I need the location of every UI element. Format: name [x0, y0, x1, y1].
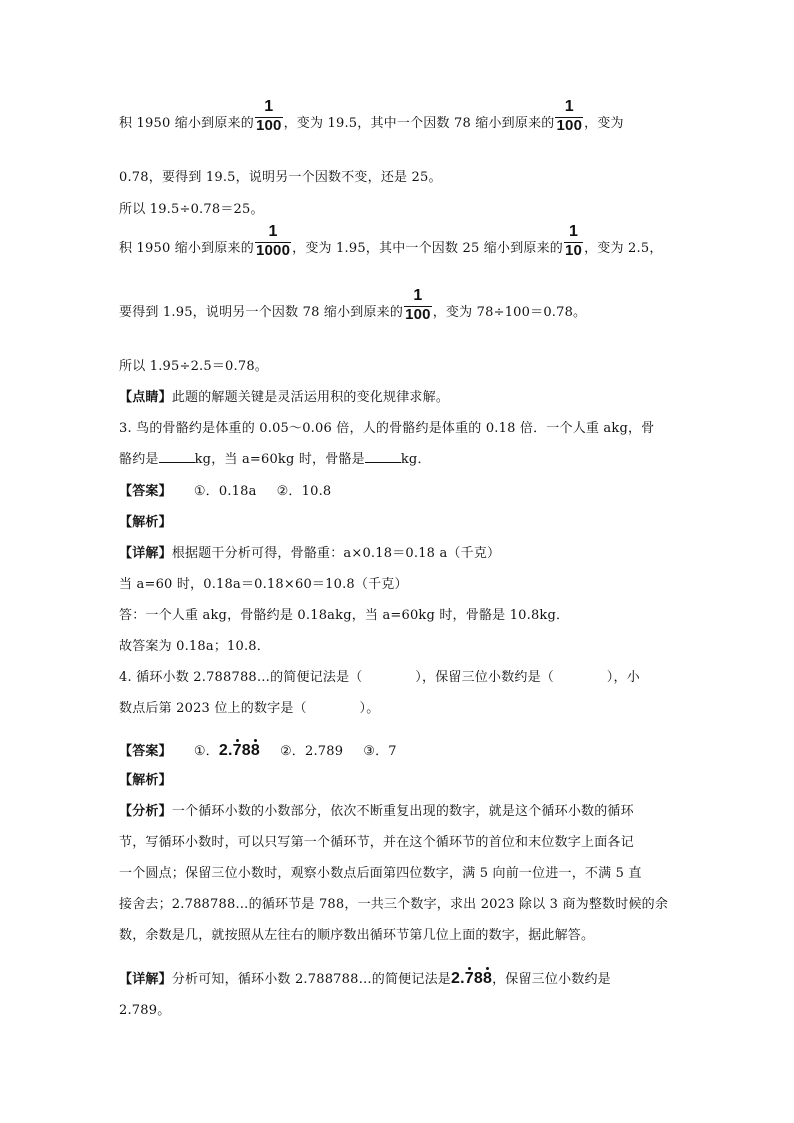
rep-int: 2.: [450, 970, 465, 987]
block1-line3: 所以 19.5÷0.78＝25。: [119, 202, 264, 217]
text: 积 1950 缩小到原来的: [119, 241, 254, 256]
denominator: 10: [565, 242, 583, 259]
text: 一个循环小数的小数部分，依次不断重复出现的数字，就是这个循环小数的循环: [171, 804, 634, 819]
numerator: 1: [569, 223, 579, 240]
text: ，变为 19.5，其中一个因数 78 缩小到原来的: [283, 116, 555, 131]
denominator: 100: [405, 306, 431, 323]
numerator: 1: [413, 287, 423, 304]
denominator: 1000: [255, 242, 291, 259]
q3-detail-1: [119, 542, 500, 561]
q3-detail-3: 答：一个人重 akg，骨骼约是 0.18akg，当 a=60kg 时，骨骼是 10.8kg．: [119, 608, 570, 623]
answer-1-prefix: ①．: [193, 744, 219, 759]
q3-line2: [119, 448, 431, 467]
answer-2: ②．10.8: [276, 484, 332, 499]
numerator: 1: [264, 98, 274, 115]
q3-detail-2: 当 a=60 时，0.18a＝0.18×60＝10.8（千克）: [119, 577, 408, 592]
q4-fenxi-1: [119, 800, 634, 819]
detail-tag: 【详解】: [119, 546, 172, 561]
fraction-1-10: [564, 222, 583, 259]
block1-line1: [119, 98, 624, 142]
q3-detail-4: 故答案为 0.18a；10.8．: [119, 639, 270, 654]
rep-int: 2.: [218, 742, 233, 759]
rep-digit: 7: [232, 742, 242, 759]
answer-2: ②．2.789: [279, 744, 344, 759]
q4-fenxi-4: 接舍去；2.788788…的循环节是 788，一共三个数字，求出 2023 除以 3 商为整数时候的余: [119, 897, 669, 912]
text: 骼约是: [119, 452, 159, 467]
text: ，变为 78÷100＝0.78。: [432, 305, 587, 320]
denominator: 100: [556, 117, 583, 134]
repeating-decimal: [451, 970, 492, 987]
q4-jiexi: 【解析】: [119, 773, 172, 788]
block1-line2: 0.78，要得到 19.5，说明另一个因数不变，还是 25。: [119, 170, 442, 185]
fraction-1-100: [255, 97, 283, 134]
text: ，变为 2.5，: [584, 241, 663, 256]
block2-line3: 所以 1.95÷2.5＝0.78。: [119, 359, 268, 374]
q3-line1: 3. 鸟的骨骼约是体重的 0.05～0.06 倍，人的骨骼约是体重的 0.18 倍．一个人重 akg，骨: [119, 421, 655, 436]
rep-digit: 8: [241, 742, 251, 759]
fraction-1-100: [555, 97, 583, 134]
q4-answer: [119, 740, 397, 760]
fraction-1-1000: [255, 222, 291, 259]
q4-fenxi-5: 数，余数是几，就按照从左往右的顺序数出循环节第几位上面的数字，据此解答。: [119, 928, 595, 943]
answer-blank: [365, 450, 401, 463]
answer-blank: [159, 450, 195, 463]
text: ，保留三位小数约是: [492, 972, 611, 987]
fraction-1-100: [404, 286, 432, 323]
text: 积 1950 缩小到原来的: [119, 116, 254, 131]
text: 要得到 1.95，说明另一个因数 78 缩小到原来的: [119, 305, 404, 320]
text: 根据题干分析可得，骨骼重：a×0.18＝0.18 a（千克）: [171, 546, 501, 561]
rep-digit: 8: [482, 970, 493, 987]
text: 分析可知，循环小数 2.788788…的简便记法是: [171, 972, 451, 987]
q4-detail-1: [119, 968, 611, 988]
fenxi-tag: 【分析】: [119, 804, 172, 819]
detail-tag: 【详解】: [119, 972, 172, 987]
rep-digit: 8: [250, 742, 260, 759]
q4-line2: 数点后第 2023 位上的数字是（ ）。: [119, 701, 380, 716]
q4-fenxi-3: 一个圆点；保留三位小数时，观察小数点后面第四位数字，满 5 向前一位进一，不满 5 直: [119, 866, 642, 881]
dianjing-tag: 【点睛】: [119, 390, 172, 405]
q4-detail-2: 2.789。: [119, 1003, 171, 1018]
text: 此题的解题关键是灵活运用积的变化规律求解。: [171, 390, 450, 405]
answer-tag: 【答案】: [119, 744, 172, 759]
q4-fenxi-2: 节，写循环小数时，可以只写第一个循环节，并在这个循环节的首位和末位数字上面各记: [119, 835, 634, 850]
answer-3: ③．7: [363, 744, 397, 759]
numerator: 1: [268, 223, 278, 240]
block2-line2: [119, 287, 587, 331]
text: kg．: [400, 452, 431, 467]
rep-digit: 7: [464, 970, 474, 987]
block2-line1: [119, 223, 663, 267]
repeating-decimal: [219, 742, 260, 759]
q3-answer: [119, 480, 331, 499]
dianjing-line: [119, 386, 449, 405]
q3-jiexi: 【解析】: [119, 515, 172, 530]
rep-digit: 8: [473, 970, 483, 987]
text: kg，当 a=60kg 时，骨骼是: [194, 452, 365, 467]
denominator: 100: [255, 117, 282, 134]
q4-line1: 4. 循环小数 2.788788…的简便记法是（ ），保留三位小数约是（ ），小: [119, 670, 640, 685]
numerator: 1: [564, 98, 574, 115]
text: ，变为 1.95，其中一个因数 25 缩小到原来的: [292, 241, 564, 256]
answer-tag: 【答案】: [119, 484, 172, 499]
text: ，变为: [584, 116, 624, 131]
answer-1: ①．0.18a: [193, 484, 257, 499]
